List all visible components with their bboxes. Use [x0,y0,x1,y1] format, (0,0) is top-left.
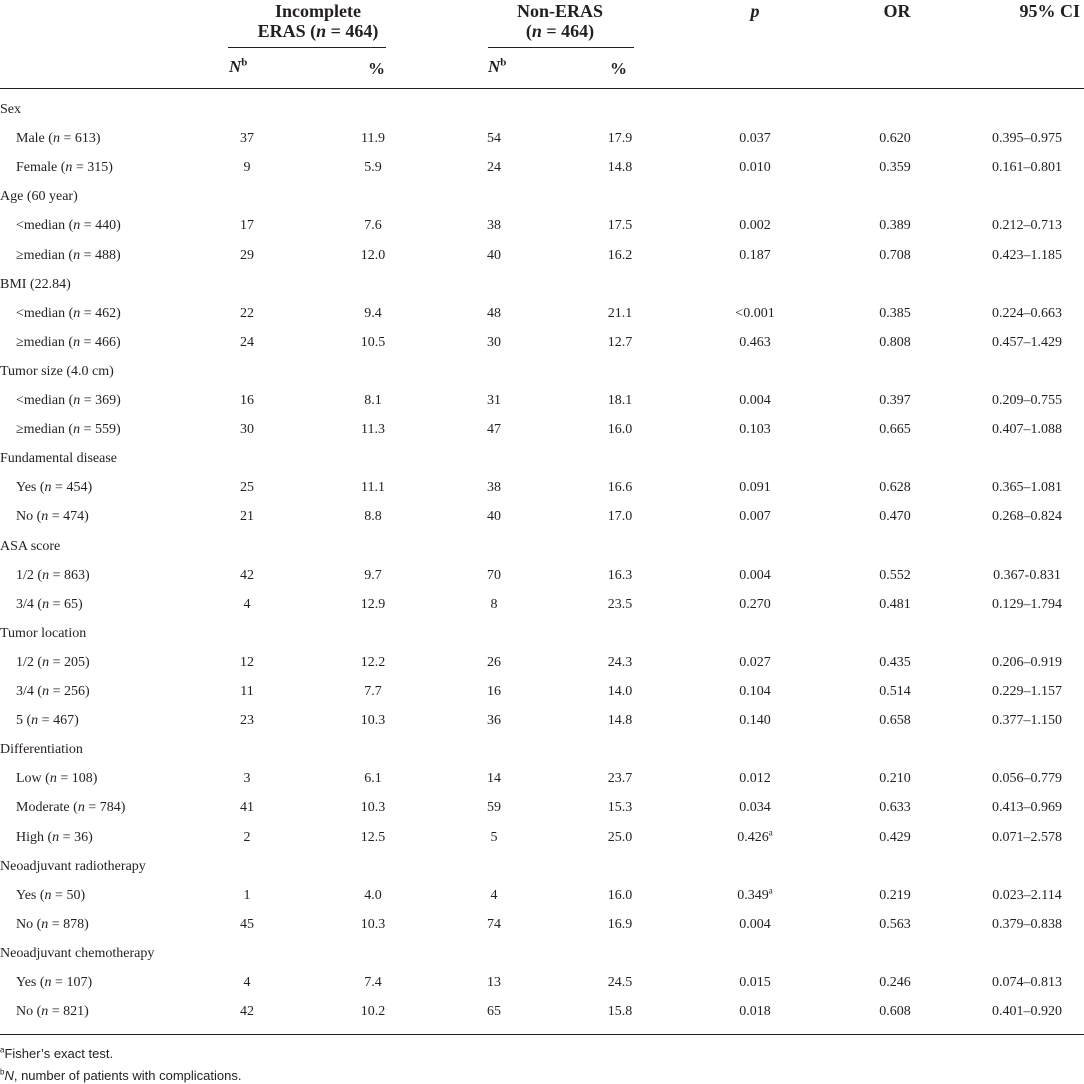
header-n2: $N^b$ [488,56,507,76]
cell-n1: 4 [243,975,251,990]
row-group-label: Fundamental disease [0,451,118,466]
cell-n2: 38 [487,218,501,233]
cell-n1: 37 [240,131,254,146]
row-label: 3/4 (n = 65) [16,597,83,612]
row-label: Moderate (n = 784) [16,800,126,815]
cell-ci: 0.401–0.920 [992,1004,1062,1019]
row-group-label: Neoadjuvant chemotherapy [0,946,155,961]
cell-ci: 0.229–1.157 [992,684,1062,699]
cell-pct1: 7.7 [364,684,382,699]
header-pct2: % [610,59,627,78]
row-label: ≥median (n = 466) [16,335,121,350]
cell-p: 0.270 [739,597,771,612]
cell-p: 0.010 [739,160,771,175]
cell-ci: 0.423–1.185 [992,248,1062,263]
cell-ci: 0.224–0.663 [992,306,1062,321]
cell-pct1: 7.6 [364,218,382,233]
cell-pct1: 10.3 [360,800,386,815]
cell-p: 0.104 [739,684,771,699]
cell-p: 0.187 [739,248,771,263]
cell-n2: 36 [487,713,501,728]
cell-p: 0.007 [739,509,771,524]
cell-n1: 12 [240,655,254,670]
cell-pct2: 25.0 [607,830,633,845]
cell-n2: 30 [487,335,501,350]
cell-ci: 0.209–0.755 [992,393,1062,408]
cell-n2: 13 [487,975,501,990]
cell-pct1: 7.4 [364,975,382,990]
cell-pct1: 8.8 [364,509,382,524]
cell-or: 0.435 [879,655,911,670]
cell-or: 0.481 [879,597,911,612]
cell-ci: 0.395–0.975 [992,131,1062,146]
cell-pct2: 15.3 [607,800,633,815]
cell-or: 0.552 [879,568,911,583]
cell-pct1: 9.7 [364,568,382,583]
cell-or: 0.665 [879,422,911,437]
cell-pct1: 8.1 [364,393,382,408]
cell-pct2: 17.5 [607,218,633,233]
cell-n2: 40 [487,248,501,263]
cell-pct1: 10.2 [360,1004,386,1019]
cell-ci: 0.413–0.969 [992,800,1062,815]
row-label: 5 (n = 467) [16,713,79,728]
cell-n1: 41 [240,800,254,815]
cell-or: 0.514 [879,684,911,699]
cell-ci: 0.071–2.578 [992,830,1062,845]
table-bottom-rule [0,1034,1084,1035]
cell-n1: 4 [243,597,251,612]
cell-n1: 29 [240,248,254,263]
cell-pct2: 12.7 [607,335,633,350]
row-label: No (n = 474) [16,509,89,524]
cell-pct2: 16.6 [607,480,633,495]
header-bottom-rule [0,88,1084,89]
cell-pct2: 16.9 [607,917,633,932]
cell-p: 0.034 [739,800,771,815]
row-group-label: Neoadjuvant radiotherapy [0,859,146,874]
cell-n1: 3 [243,771,251,786]
cell-or: 0.658 [879,713,911,728]
cell-p: 0.018 [739,1004,771,1019]
cell-n1: 21 [240,509,254,524]
cell-n2: 24 [487,160,501,175]
cell-pct2: 24.3 [607,655,633,670]
row-label: Male (n = 613) [16,131,101,146]
p-footnote-marker: a [768,885,773,896]
cell-or: 0.246 [879,975,911,990]
cell-ci: 0.268–0.824 [992,509,1062,524]
row-group-label: Sex [0,102,21,117]
cell-p: 0.463 [739,335,771,350]
row-label: No (n = 821) [16,1004,89,1019]
cell-or: 0.620 [879,131,911,146]
header-n1: $N^b$ [229,56,248,76]
cell-ci: 0.206–0.919 [992,655,1062,670]
header-ci: 95% CI [1019,1,1080,21]
cell-pct1: 11.1 [361,480,385,495]
row-label: 1/2 (n = 205) [16,655,90,670]
header-pct1: % [368,59,385,78]
cell-pct1: 12.2 [360,655,386,670]
cell-pct2: 23.7 [607,771,633,786]
cell-ci: 0.023–2.114 [992,888,1062,903]
header-group2-line2: (n = 464) [525,21,595,41]
cell-pct1: 9.4 [364,306,382,321]
cell-pct1: 11.3 [361,422,385,437]
cell-pct1: 11.9 [361,131,385,146]
cell-pct2: 14.8 [607,160,633,175]
cell-n1: 42 [240,568,254,583]
cell-n2: 47 [487,422,501,437]
cell-n2: 14 [487,771,501,786]
cell-p: 0.012 [739,771,771,786]
p-footnote-marker: a [768,827,773,838]
cell-n1: 1 [243,888,251,903]
cell-ci: 0.407–1.088 [992,422,1062,437]
cell-n2: 65 [487,1004,501,1019]
cell-p: 0.140 [739,713,771,728]
header-group1-line1: Incomplete [275,1,361,21]
cell-n1: 9 [243,160,251,175]
cell-or: 0.429 [879,830,911,845]
cell-or: 0.389 [879,218,911,233]
cell-or: 0.397 [879,393,911,408]
cell-n2: 16 [487,684,501,699]
row-group-label: Tumor location [0,626,87,641]
header-or: OR [883,1,911,21]
cell-or: 0.808 [879,335,911,350]
cell-p: 0.004 [739,917,771,932]
cell-pct2: 16.0 [607,422,633,437]
cell-n1: 2 [243,830,251,845]
cell-n2: 26 [487,655,501,670]
cell-p: 0.037 [739,131,771,146]
cell-n1: 23 [240,713,254,728]
cell-n1: 45 [240,917,254,932]
footnote-a: $^a$Fisher’s exact test. [0,1045,114,1061]
cell-n1: 11 [240,684,254,699]
cell-pct2: 16.0 [607,888,633,903]
cell-p: 0.349$^a$ [737,885,773,903]
row-label: High (n = 36) [16,830,93,845]
cell-n1: 22 [240,306,254,321]
cell-or: 0.219 [879,888,911,903]
cell-p: 0.004 [739,568,771,583]
cell-p: 0.015 [739,975,771,990]
cell-p: 0.002 [739,218,771,233]
cell-ci: 0.377–1.150 [992,713,1062,728]
cell-pct2: 17.0 [607,509,633,524]
cell-pct2: 23.5 [607,597,633,612]
cell-pct2: 16.2 [607,248,633,263]
cell-n2: 70 [487,568,501,583]
row-label: 3/4 (n = 256) [16,684,90,699]
cell-pct2: 17.9 [607,131,633,146]
cell-or: 0.470 [879,509,911,524]
cell-pct1: 12.9 [360,597,386,612]
cell-n2: 74 [487,917,501,932]
cell-ci: 0.457–1.429 [992,335,1062,350]
row-label: <median (n = 440) [16,218,121,233]
cell-n2: 48 [487,306,501,321]
cell-n2: 40 [487,509,501,524]
cell-pct1: 10.3 [360,713,386,728]
row-label: <median (n = 369) [16,393,121,408]
cell-pct1: 4.0 [364,888,382,903]
cell-p: 0.091 [739,480,771,495]
cell-n1: 25 [240,480,254,495]
cell-n2: 4 [490,888,498,903]
cell-n1: 24 [240,335,254,350]
row-group-label: Age (60 year) [0,189,78,204]
header-group2-line1: Non-ERAS [516,1,604,21]
cell-pct2: 18.1 [607,393,633,408]
row-group-label: BMI (22.84) [0,277,71,292]
cell-or: 0.359 [879,160,911,175]
header-p: p [750,1,760,21]
row-group-label: Tumor size (4.0 cm) [0,364,114,379]
row-label: Yes (n = 50) [16,888,86,903]
header-group1-line2: ERAS (n = 464) [257,21,379,41]
row-label: Yes (n = 107) [16,975,93,990]
cell-n2: 59 [487,800,501,815]
cell-ci: 0.379–0.838 [992,917,1062,932]
cell-pct2: 16.3 [607,568,633,583]
cell-p: 0.426$^a$ [737,827,773,845]
cell-pct2: 14.8 [607,713,633,728]
cell-ci: 0.212–0.713 [992,218,1062,233]
cell-p: 0.004 [739,393,771,408]
cell-pct2: 24.5 [607,975,633,990]
cell-ci: 0.365–1.081 [992,480,1062,495]
row-label: Yes (n = 454) [16,480,93,495]
cell-p: <0.001 [735,306,775,321]
cell-pct2: 14.0 [607,684,633,699]
cell-or: 0.608 [879,1004,911,1019]
cell-n2: 38 [487,480,501,495]
cell-or: 0.385 [879,306,911,321]
cell-n1: 16 [240,393,254,408]
cell-ci: 0.367-0.831 [993,568,1061,583]
row-group-label: ASA score [0,539,61,554]
cell-pct1: 10.3 [360,917,386,932]
row-label: ≥median (n = 559) [16,422,121,437]
cell-pct1: 10.5 [360,335,386,350]
cell-p: 0.103 [739,422,771,437]
cell-or: 0.563 [879,917,911,932]
cell-n2: 8 [490,597,498,612]
footnote-b: $^b$N, number of patients with complications. [0,1067,242,1083]
cell-pct1: 5.9 [364,160,382,175]
cell-or: 0.633 [879,800,911,815]
cell-pct1: 12.0 [360,248,386,263]
cell-or: 0.210 [879,771,911,786]
row-label: <median (n = 462) [16,306,121,321]
cell-ci: 0.074–0.813 [992,975,1062,990]
cell-or: 0.628 [879,480,911,495]
cell-pct2: 15.8 [607,1004,633,1019]
cell-n1: 17 [240,218,254,233]
header-group1-rule [228,47,386,48]
cell-pct1: 6.1 [364,771,382,786]
cell-ci: 0.129–1.794 [992,597,1062,612]
row-label: No (n = 878) [16,917,89,932]
cell-pct1: 12.5 [360,830,386,845]
cell-n1: 42 [240,1004,254,1019]
cell-or: 0.708 [879,248,911,263]
cell-ci: 0.056–0.779 [992,771,1062,786]
cell-n2: 31 [487,393,501,408]
cell-n2: 5 [490,830,498,845]
header-group2-rule [488,47,634,48]
row-label: 1/2 (n = 863) [16,568,90,583]
cell-pct2: 21.1 [607,306,633,321]
cell-n2: 54 [487,131,501,146]
cell-p: 0.027 [739,655,771,670]
cell-ci: 0.161–0.801 [992,160,1062,175]
row-label: Female (n = 315) [16,160,113,175]
row-label: Low (n = 108) [16,771,98,786]
row-group-label: Differentiation [0,742,83,757]
cell-n1: 30 [240,422,254,437]
row-label: ≥median (n = 488) [16,248,121,263]
